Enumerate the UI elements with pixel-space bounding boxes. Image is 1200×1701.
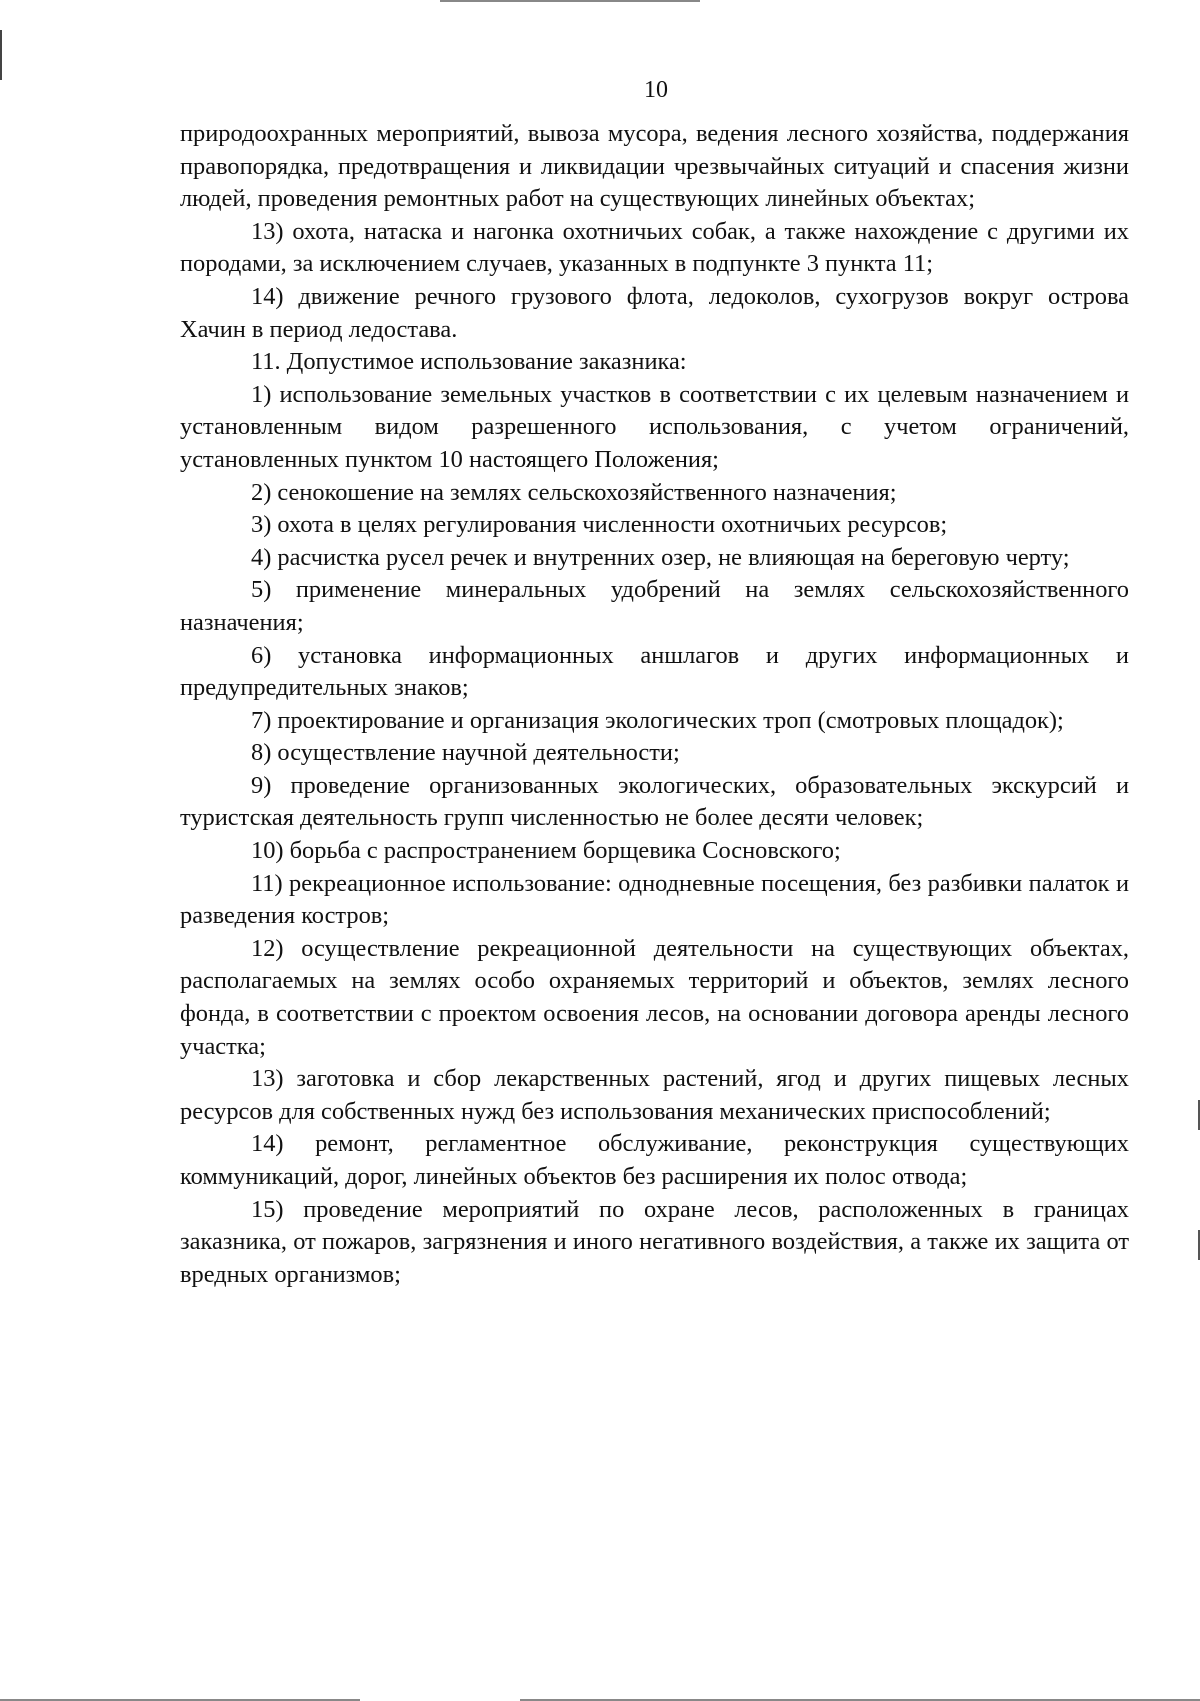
page-number: 10 bbox=[644, 77, 668, 103]
list-item-8: 8) осуществление научной деятельности; bbox=[251, 739, 680, 767]
list-item-9: 9) проведение организованных экологических, образовательных экскурсий и туристская деятельность групп численностью не более десяти человек; bbox=[180, 771, 1129, 832]
scan-edge-left bbox=[0, 30, 2, 80]
list-item-5: 5) применение минеральных удобрений на землях сельскохозяйственного назначения; bbox=[180, 576, 1129, 636]
section-heading-11: 11. Допустимое использование заказника: bbox=[251, 348, 687, 376]
scan-edge-top bbox=[0, 0, 1200, 2]
list-item-3: 3) охота в целях регулирования численности охотничьих ресурсов; bbox=[251, 511, 948, 539]
paragraph-continuation: природоохранных мероприятий, вывоза мусора, ведения лесного хозяйства, поддержания правопорядка, предотвращения и ликвидации чрезвычайных ситуаций и спасения жизни людей, проведения ремонтных работ на существующих линейных объектах; bbox=[180, 120, 1129, 213]
list-item-7: 7) проектирование и организация экологических троп (смотровых площадок); bbox=[251, 706, 1064, 734]
list-item-2: 2) сенокошение на землях сельскохозяйственного назначения; bbox=[251, 478, 897, 506]
list-item-14-prohibited: 14) движение речного грузового флота, ледоколов, сухогрузов вокруг острова Хачин в период ледостава. bbox=[180, 282, 1129, 343]
list-item-14: 14) ремонт, регламентное обслуживание, реконструкция существующих коммуникаций, дорог, линейных объектов без расширения их полос отвода; bbox=[180, 1130, 1129, 1190]
list-item-12: 12) осуществление рекреационной деятельности на существующих объектах, располагаемых на землях особо охраняемых территорий и объектов, землях лесного фонда, в соответствии с проектом освоения лесов, на основании договора аренды лесного участка; bbox=[180, 934, 1129, 1060]
list-item-13: 13) заготовка и сбор лекарственных растений, ягод и других пищевых лесных ресурсов для собственных нужд без использования механических приспособлений; bbox=[180, 1065, 1129, 1125]
list-item-4: 4) расчистка русел речек и внутренних озер, не влияющая на береговую черту; bbox=[251, 543, 1070, 571]
list-item-13-prohibited: 13) охота, натаска и нагонка охотничьих собак, а также нахождение с другими их породами, за исключением случаев, указанных в подпункте 3 пункта 11; bbox=[180, 217, 1129, 278]
list-item-10: 10) борьба с распространением борщевика Сосновского; bbox=[251, 837, 841, 865]
list-item-1: 1) использование земельных участков в соответствии с их целевым назначением и установленным видом разрешенного использования, с учетом ограничений, установленных пунктом 10 настоящего Положения; bbox=[180, 380, 1129, 473]
list-item-11: 11) рекреационное использование: однодневные посещения, без разбивки палаток и разведения костров; bbox=[180, 869, 1129, 930]
list-item-6: 6) установка информационных аншлагов и других информационных и предупредительных знаков; bbox=[180, 641, 1129, 702]
list-item-15: 15) проведение мероприятий по охране лесов, расположенных в границах заказника, от пожаров, загрязнения и иного негативного воздействия, а также их защита от вредных организмов; bbox=[180, 1195, 1129, 1288]
document-body bbox=[180, 118, 1129, 1291]
